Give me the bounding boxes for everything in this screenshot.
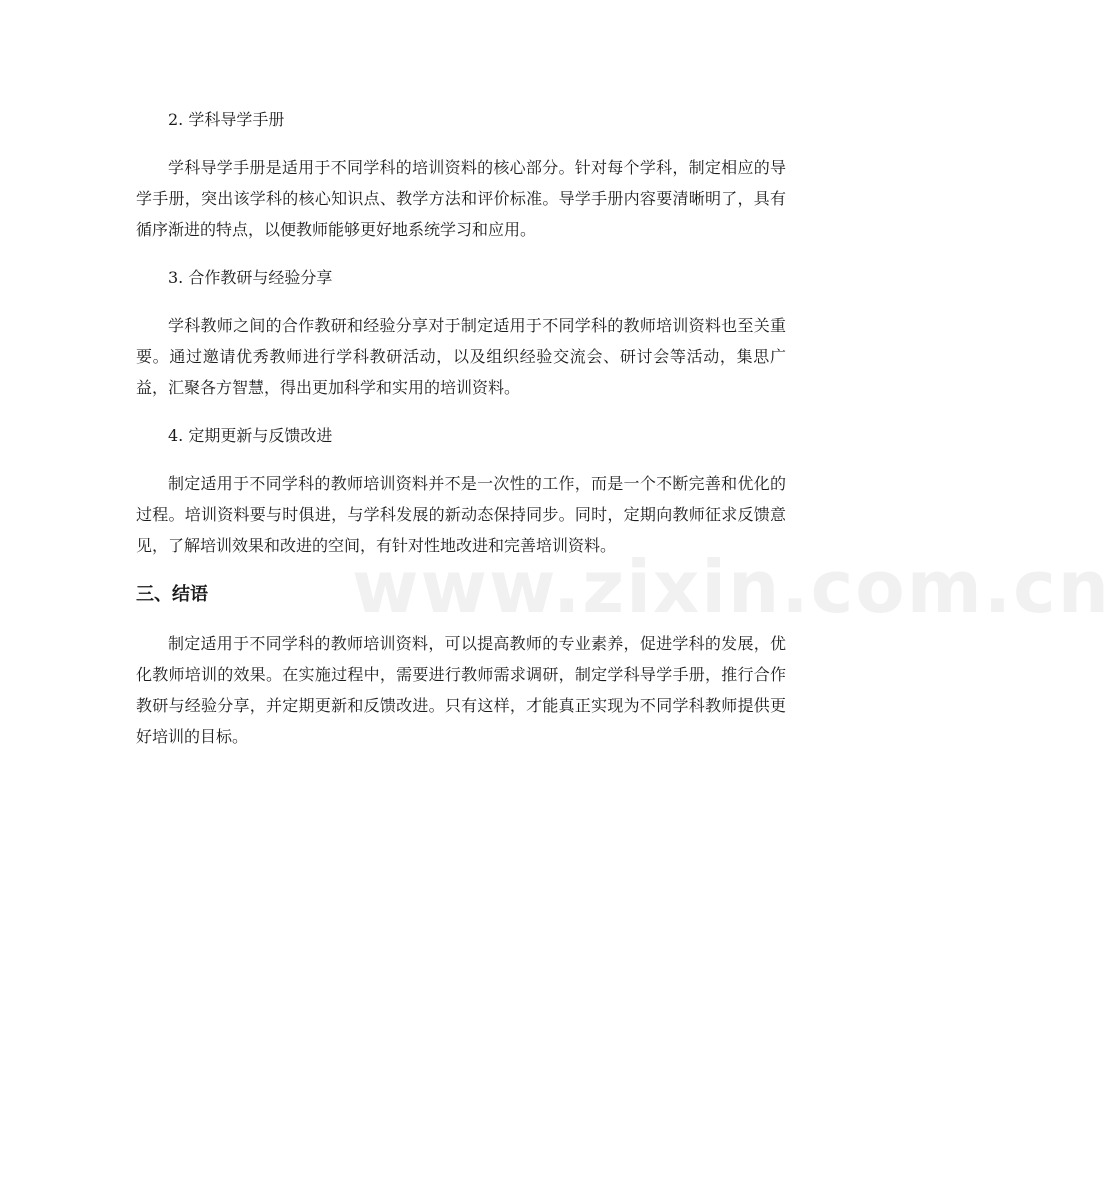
- subsection-heading-collaboration: 3. 合作教研与经验分享: [168, 268, 333, 287]
- paragraph-collaboration: 学科教师之间的合作教研和经验分享对于制定适用于不同学科的教师培训资料也至关重要。通过邀请优秀教师进行学科教研活动，以及组织经验交流会、研讨会等活动，集思广益，汇聚各方智慧，得出更加科学和实用的培训资料。: [136, 316, 786, 397]
- paragraph-conclusion: 制定适用于不同学科的教师培训资料，可以提高教师的专业素养，促进学科的发展，优化教师培训的效果。在实施过程中，需要进行教师需求调研，制定学科导学手册，推行合作教研与经验分享，并定期更新和反馈改进。只有这样，才能真正实现为不同学科教师提供更好培训的目标。: [136, 634, 786, 746]
- document-body: [136, 106, 786, 771]
- paragraph-guide-manual: 学科导学手册是适用于不同学科的培训资料的核心部分。针对每个学科，制定相应的导学手册，突出该学科的核心知识点、教学方法和评价标准。导学手册内容要清晰明了，具有循序渐进的特点，以便教师能够更好地系统学习和应用。: [136, 158, 786, 239]
- watermark: www.zixin.com.cn: [352, 545, 1111, 629]
- section-heading-conclusion: 三、结语: [136, 584, 208, 605]
- subsection-heading-update-feedback: 4. 定期更新与反馈改进: [168, 426, 333, 445]
- subsection-heading-guide-manual: 2. 学科导学手册: [168, 110, 285, 129]
- paragraph-update-feedback: 制定适用于不同学科的教师培训资料并不是一次性的工作，而是一个不断完善和优化的过程。培训资料要与时俱进，与学科发展的新动态保持同步。同时，定期向教师征求反馈意见，了解培训效果和改进的空间，有针对性地改进和完善培训资料。: [136, 474, 786, 555]
